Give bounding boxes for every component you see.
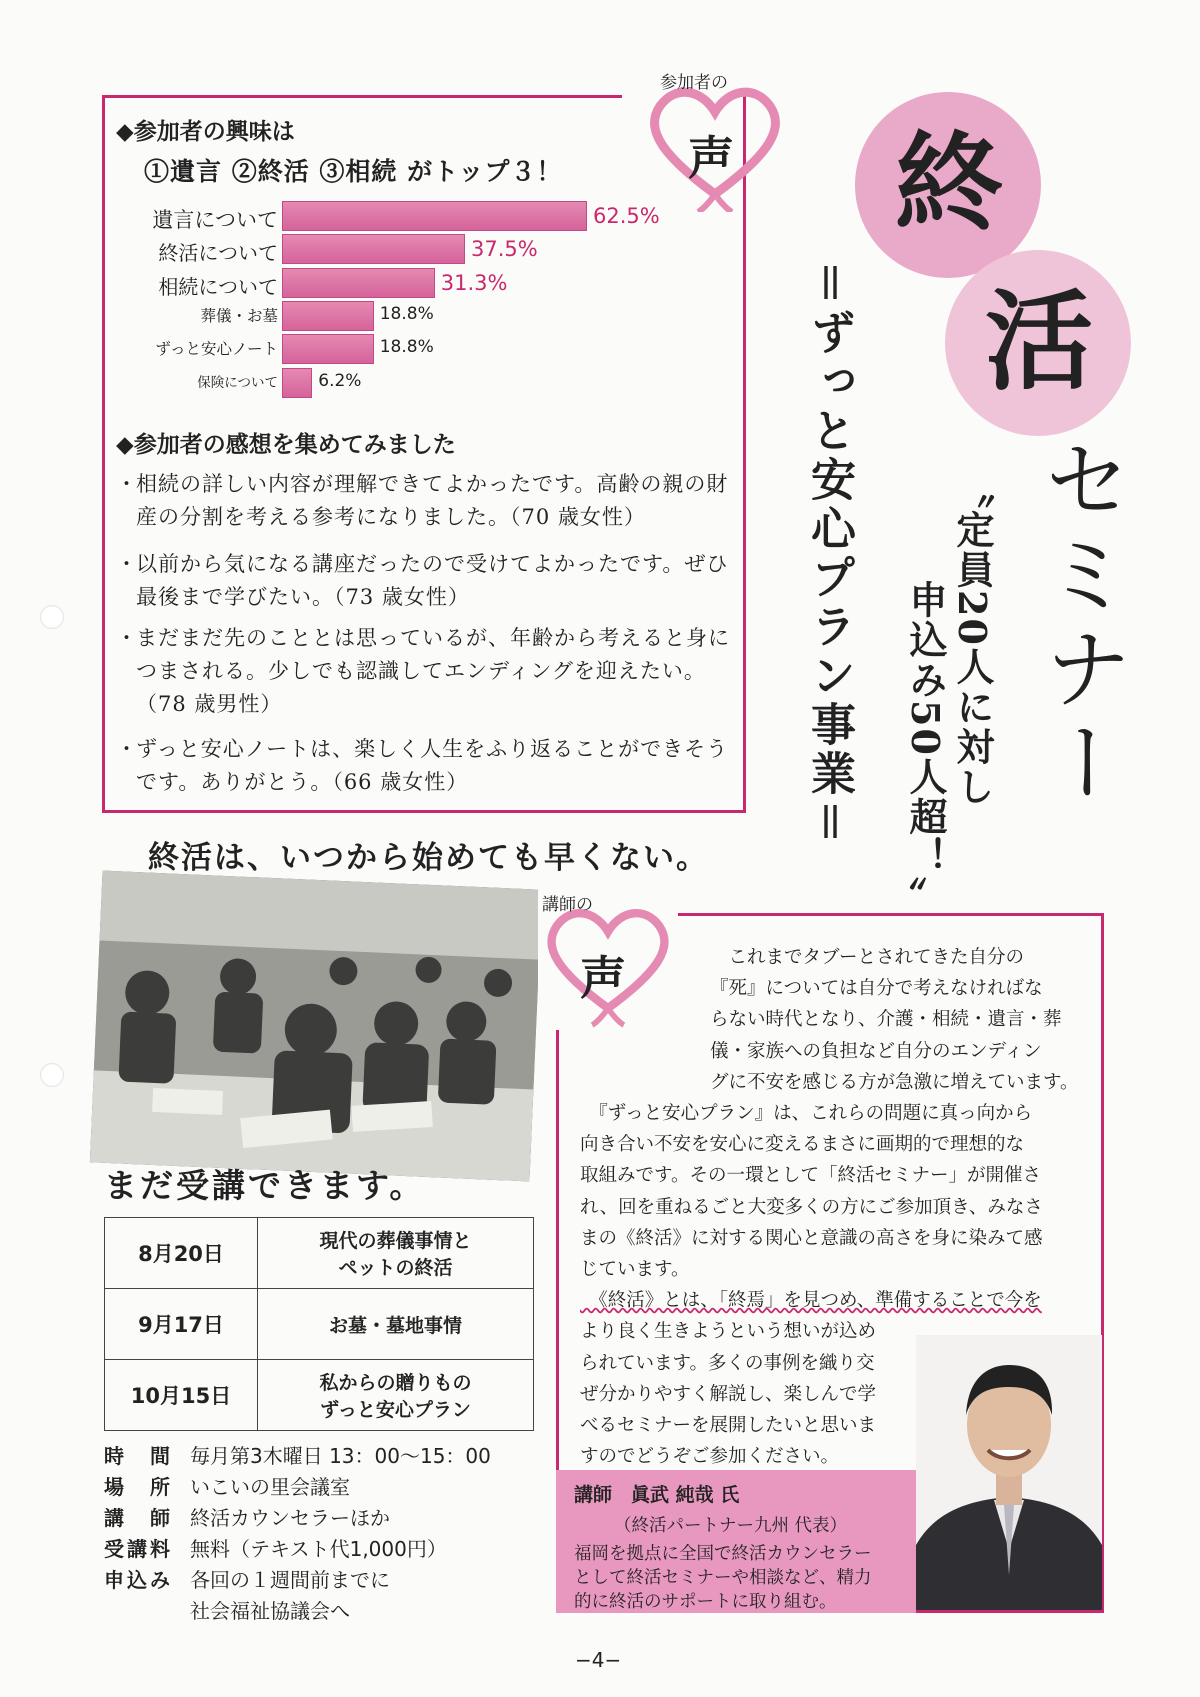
lecturer-bio: として終活セミナーや相談など、精力 [574,1568,872,1588]
lecturer-message-line: らない時代となり、介護・相続・遺言・葬 [710,1009,1062,1031]
bar-label: 葬儀・お墓 [200,306,278,325]
schedule-date: 9月17日 [105,1289,258,1360]
seminar-photo-image [90,871,542,1182]
hole-punch [40,605,64,629]
table-row [105,1289,534,1360]
lecturer-message-line: 取組みです。その一環として「終活セミナー」が開催さ [580,1165,1042,1187]
bar-value-label: 62.5% [593,204,660,228]
schedule-topic: 現代の葬儀事情と ペットの終活 [258,1218,534,1289]
bar [282,268,435,298]
lecturer-badge-label: 講師の [542,895,593,915]
info-row-place: 場 所 いこいの里会議室 [104,1475,350,1499]
lecturer-message-line: グに不安を感じる方が急激に増えています。 [710,1071,1079,1093]
bar-label: 相続について [158,274,278,299]
survey-heading-1: ◆参加者の興味は [116,118,295,145]
bar [282,301,374,331]
lecturer-message-line: これまでタブーとされてきた自分の [710,947,1024,968]
lecturer-photo-image [916,1335,1102,1610]
lecturer-bio: 福岡を拠点に全国で終活カウンセラー [574,1544,872,1564]
lecturer-message-line: ぜ分かりやすく解説し、楽しんで学 [580,1383,877,1405]
bar-value-label: 6.2% [318,370,362,391]
lecturer-message-line: 『死』については自分で考えなければな [710,978,1043,1000]
capacity-line-1: 〝定員20人に対し [950,470,995,807]
still-open-heading: まだ受講できます。 [104,1166,426,1205]
bar-value-label: 18.8% [379,337,434,358]
slogan: 終活は、いつから始めても早くない。 [148,840,709,876]
lecturer-message-line: れ、回を重ねるごと大変多くの方にご参加頂き、みなさ [580,1196,1043,1218]
lecturer-message-line: られています。多くの事例を織り交 [580,1352,875,1374]
comment-item: ・ 以前から気になる講座だったので受けてよかったです。ぜひ最後まで学びたい。（73 歳女性） [116,552,729,609]
comment-item: ・ 相続の詳しい内容が理解できてよかったです。高齢の親の財産の分割を考える参考になりました。（70 歳女性） [116,472,729,529]
schedule-date: 10月15日 [105,1360,258,1431]
lecturer-message-line: より良く生きようという想いが込め [580,1321,877,1343]
info-row-fee: 受講料 無料（テキスト代1,000円） [104,1537,447,1561]
title-char-2: 活 [985,279,1094,405]
capacity-line-2: 申込み50人超！〟 [903,580,948,917]
info-row-time: 時 間 毎月第3木曜日 13：00〜15：00 [104,1444,491,1468]
lecturer-message-line: べるセミナーを展開したいと思いま [580,1415,877,1436]
comment-item: ・ まだまだ先のこととは思っているが、年齢から考えると身につまされる。少しでも認識してエンディングを迎えたい。（78 歳男性） [116,626,730,716]
bar-label: ずっと安心ノート [155,340,278,359]
page-number: −4− [575,1648,622,1672]
bar [282,368,312,398]
lecturer-name: 講師 眞武 純哉 氏 [574,1484,740,1506]
lecturer-badge [538,880,678,1030]
title-rest: セミナー [1030,435,1133,811]
info-row-apply: 申込み 各回の１週間前までに [104,1568,390,1592]
info-row-apply-2: 社会福祉協議会へ [190,1599,350,1623]
bar-label: 終活について [158,241,278,266]
bar [282,334,374,364]
schedule-topic: お墓・墓地事情 [258,1289,534,1360]
bar-value-label: 31.3% [440,270,508,295]
hole-punch [40,1063,64,1087]
bar-value-label: 18.8% [379,303,434,324]
bar-label: 保険について [197,374,278,391]
lecturer-badge-char: 声 [580,951,626,1005]
lecturer-message-line: じています。 [580,1259,690,1280]
lecturer-message-line: すのでどうぞご参加ください。 [580,1446,840,1468]
title-char-1: 終 [895,121,1004,247]
lecturer-message-line: 『ずっと安心プラン』は、これらの問題に真っ向から [580,1103,1033,1124]
lecturer-message-line: 《終活》とは、「終焉」を見つめ、準備することで今を [580,1290,1042,1312]
schedule-topic: 私からの贈りもの ずっと安心プラン [258,1360,534,1431]
voice-badge-char: 声 [688,131,734,185]
voice-badge-label: 参加者の [660,73,728,93]
bar-label: 遺言について [152,208,278,232]
table-row [105,1360,534,1431]
info-row-lecturer: 講 師 終活カウンセラーほか [104,1506,390,1530]
lecturer-bio: 的に終活のサポートに取り組む。 [574,1592,837,1612]
lecturer-message-line: まの《終活》に対する関心と意識の高さを身に染みて感 [580,1227,1043,1249]
schedule-table [104,1217,534,1431]
bar [282,234,465,264]
survey-heading-1-line2: ①遺言 ②終活 ③相続 がトップ３！ [144,157,563,186]
lecturer-message-line: 儀・家族への負担など自分のエンディン [710,1040,1042,1062]
bar-value-label: 37.5% [471,237,538,262]
table-row [105,1218,534,1289]
lecturer-affiliation: （終活パートナー九州 代表） [614,1516,848,1536]
schedule-date: 8月20日 [105,1218,258,1289]
tagline: ＝ずっと安心プラン事業＝ [803,260,856,849]
comment-item: ・ ずっと安心ノートは、楽しく人生をふり返ることができそうです。ありがとう。（66 歳女性） [116,737,729,794]
voice-badge [640,62,790,212]
lecturer-photo [916,1335,1102,1610]
survey-heading-2: ◆参加者の感想を集めてみました [116,431,456,458]
bar [282,201,587,231]
lecturer-message-line: 向き合い不安を安心に変えるまさに画期的で理想的な [580,1134,1025,1156]
seminar-photo [90,871,542,1182]
